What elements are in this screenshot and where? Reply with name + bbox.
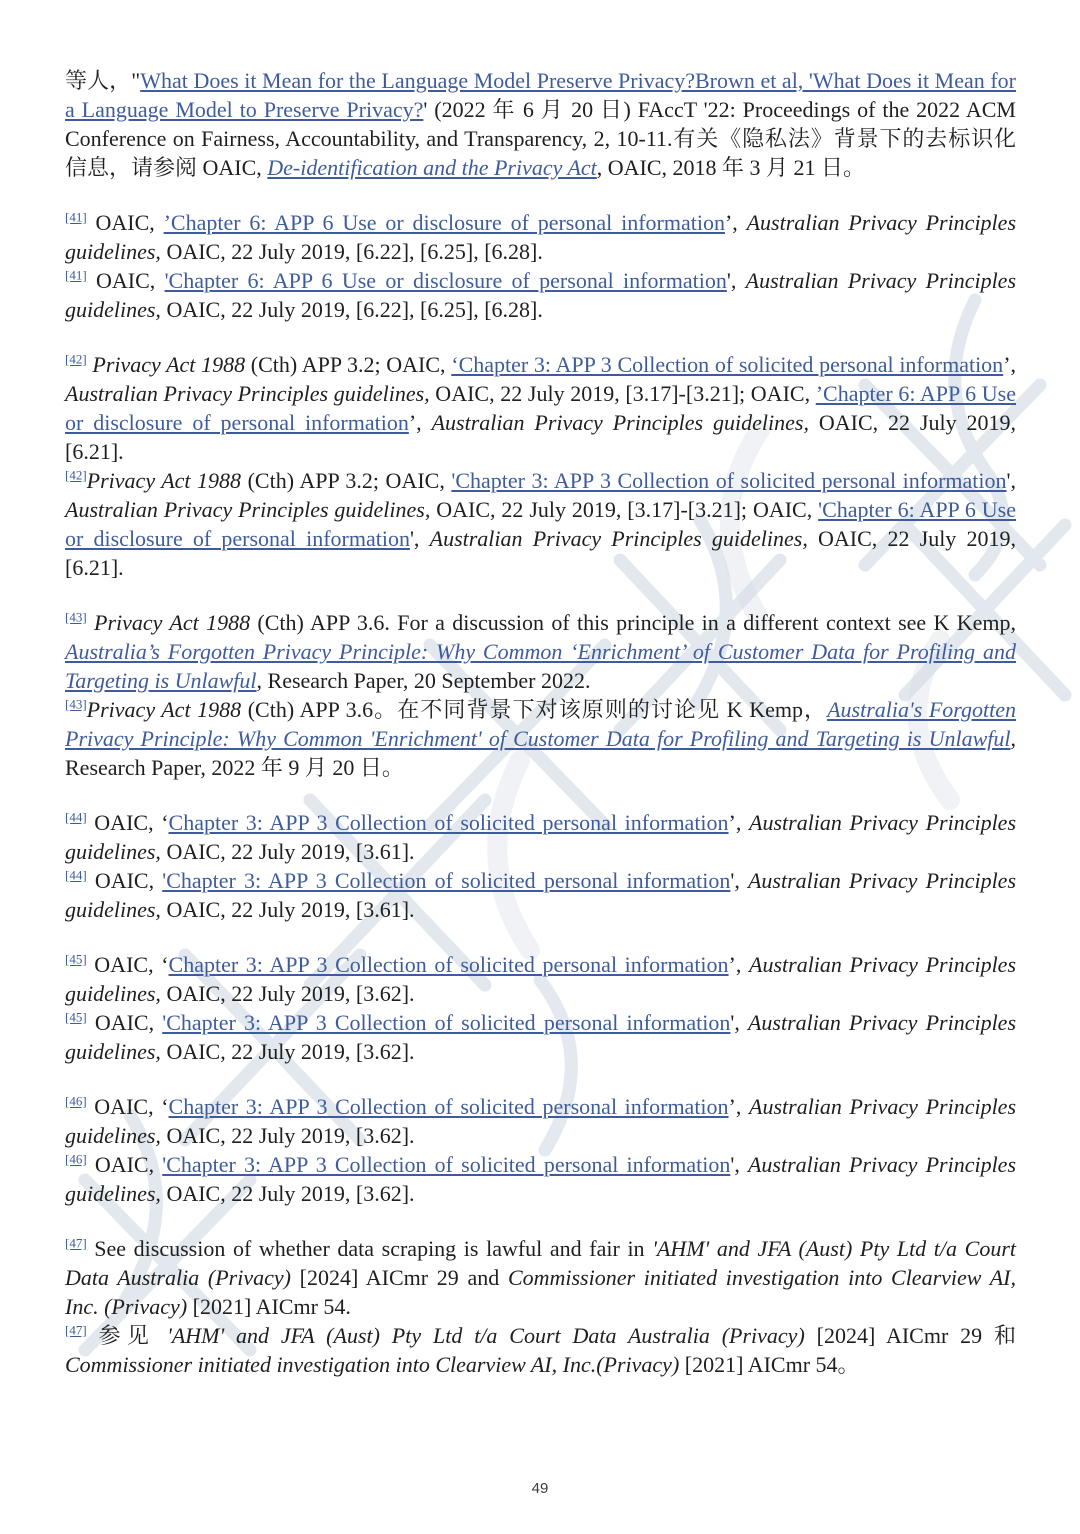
text-run: 参见 <box>86 1323 168 1348</box>
footnote-paragraph <box>65 695 1016 782</box>
italic-text-run: Australian Privacy Principles guidelines, <box>65 1152 1017 1206</box>
text-run: ', <box>726 268 746 293</box>
text-run: OAIC, 22 July 2019, [6.22], [6.25], [6.28]. <box>160 297 543 322</box>
text-run: OAIC, <box>86 1152 163 1177</box>
footnote-anchor[interactable]: [41] <box>65 267 87 283</box>
footnote-anchor[interactable]: [47] <box>65 1322 87 1338</box>
text-run: OAIC, <box>86 268 165 293</box>
footnote-group-41 <box>65 208 1016 324</box>
text-run: OAIC, 22 July 2019, [6.21]. <box>65 526 1016 580</box>
text-run: OAIC, <box>86 210 164 235</box>
text-run: (Cth) APP 3.2; OAIC, <box>245 352 452 377</box>
footnote-paragraph <box>65 266 1016 324</box>
footnote-paragraph <box>65 608 1016 695</box>
citation-link[interactable]: 'Chapter 3: APP 3 Collection of solicited personal information <box>451 468 1007 493</box>
footnote-anchor[interactable]: [43] <box>65 609 87 625</box>
italic-text-run: Australian Privacy Principles guidelines, <box>65 497 431 522</box>
footnote-group-47 <box>65 1234 1016 1379</box>
footnote-paragraph <box>65 208 1016 266</box>
footnote-anchor[interactable]: [45] <box>65 1009 87 1025</box>
footnote-anchor[interactable]: [42] <box>65 351 87 367</box>
footnote-group-46 <box>65 1092 1016 1208</box>
text-run: ', <box>730 1152 748 1177</box>
footnotes <box>65 66 1016 1379</box>
footnote-group-44 <box>65 808 1016 924</box>
text-run: , Research Paper, 20 September 2022. <box>256 668 591 693</box>
text-run: OAIC, <box>86 868 163 893</box>
footnote-anchor[interactable]: [46] <box>65 1151 87 1167</box>
text-run: ’, <box>724 210 747 235</box>
italic-text-run: Australian Privacy Principles guidelines, <box>429 526 808 551</box>
footnote-anchor[interactable]: [42] <box>65 467 87 483</box>
italic-text-run: Privacy Act 1988 <box>92 352 246 377</box>
text-run: (Cth) APP 3.6. For a discussion of this principle in a different context see K Kemp, <box>250 610 1017 635</box>
citation-link[interactable]: Chapter 3: APP 3 Collection of solicited personal information <box>168 1094 729 1119</box>
text-run: OAIC, 22 July 2019, [6.22], [6.25], [6.28]. <box>160 239 543 264</box>
citation-link[interactable]: 'Chapter 6: APP 6 Use or disclosure of personal information <box>164 268 727 293</box>
text-run <box>87 610 94 635</box>
text-run: OAIC, 22 July 2019, [3.62]. <box>160 1123 415 1148</box>
text-run: OAIC, 22 July 2019, [3.61]. <box>160 897 415 922</box>
footnote-paragraph <box>65 866 1016 924</box>
text-run: ’, <box>1003 352 1017 377</box>
citation-link[interactable]: ’Chapter 6: APP 6 Use or disclosure of personal information <box>65 381 1016 435</box>
footnote-anchor[interactable]: [45] <box>65 951 87 967</box>
text-run: OAIC, 22 July 2019, [3.62]. <box>160 1181 415 1206</box>
text-run: ’, <box>408 410 432 435</box>
text-run: ', <box>409 526 430 551</box>
text-run: ’, <box>728 810 750 835</box>
citation-link[interactable]: Australia's Forgotten Privacy Principle: Why Common 'Enrichment' of Customer Data for Profiling and Targeting is Unlawful <box>65 697 1017 751</box>
italic-text-run: 'AHM' and JFA (Aust) Pty Ltd t/a Court Data Australia (Privacy) <box>65 1236 1016 1290</box>
text-run: OAIC, 22 July 2019, [3.62]. <box>160 981 415 1006</box>
footnote-anchor[interactable]: [44] <box>65 867 87 883</box>
citation-link[interactable]: Australia’s Forgotten Privacy Principle: Why Common ‘Enrichment’ of Customer Data for Profiling and Targeting is Unlawful <box>65 639 1016 693</box>
page-number: 49 <box>531 1480 549 1497</box>
italic-text-run: Australian Privacy Principles guidelines, <box>65 868 1017 922</box>
text-run: ', <box>730 1010 748 1035</box>
italic-text-run: Commissioner initiated investigation into Clearview AI, Inc.(Privacy) <box>65 1352 680 1377</box>
footnote-paragraph <box>65 808 1016 866</box>
footnote-group-42 <box>65 350 1016 582</box>
italic-text-run: Privacy Act 1988 <box>86 468 242 493</box>
italic-text-run: Australian Privacy Principles guidelines, <box>431 410 809 435</box>
footnote-paragraph <box>65 1150 1016 1208</box>
text-run: , OAIC, 2018 年 3 月 21 日。 <box>596 155 866 180</box>
citation-link[interactable]: De-identification and the Privacy Act <box>267 155 597 180</box>
footnote-paragraph <box>65 1008 1016 1066</box>
text-run: OAIC, 22 July 2019, [3.62]. <box>160 1039 415 1064</box>
footnote-paragraph <box>65 350 1016 466</box>
text-run: OAIC, 22 July 2019, [3.61]. <box>160 839 415 864</box>
italic-text-run: Australian Privacy Principles guidelines, <box>65 268 1017 322</box>
footnote-anchor[interactable]: [41] <box>65 209 87 225</box>
citation-link[interactable]: 'Chapter 3: APP 3 Collection of solicited personal information <box>162 1152 731 1177</box>
citation-link[interactable]: 'Chapter 3: APP 3 Collection of solicited personal information <box>162 1010 731 1035</box>
text-run: [2021] AICmr 54. <box>187 1294 351 1319</box>
citation-link[interactable]: What Does it Mean for the Language Model Preserve Privacy?Brown et al, 'What Does it Mean for a Language Model to Preserve Privacy? <box>65 68 1016 122</box>
text-run: OAIC, 22 July 2019, [3.17]-[3.21]; OAIC, <box>429 381 816 406</box>
text-run: [2024] AICmr 29 和 <box>804 1323 1016 1348</box>
italic-text-run: Australian Privacy Principles guidelines, <box>65 952 1017 1006</box>
text-run: [2024] AICmr 29 and <box>290 1265 508 1290</box>
citation-link[interactable]: Chapter 3: APP 3 Collection of solicited personal information <box>168 810 729 835</box>
footnote-anchor[interactable]: [44] <box>65 809 87 825</box>
footnote-paragraph <box>65 466 1016 582</box>
text-run: OAIC, 22 July 2019, [6.21]. <box>65 410 1016 464</box>
italic-text-run: Privacy Act 1988 <box>86 697 242 722</box>
text-run: [2021] AICmr 54。 <box>679 1352 860 1377</box>
text-run: (Cth) APP 3.2; OAIC, <box>241 468 452 493</box>
footnote-group-continuation <box>65 66 1016 182</box>
text-run: OAIC, 22 July 2019, [3.17]-[3.21]; OAIC, <box>430 497 819 522</box>
italic-text-run: Australian Privacy Principles guidelines, <box>65 210 1017 264</box>
italic-text-run: Australian Privacy Principles guidelines, <box>65 381 430 406</box>
footnote-group-43 <box>65 608 1016 782</box>
text-run: , Research Paper, 2022 年 9 月 20 日。 <box>65 726 1016 780</box>
footnote-anchor[interactable]: [46] <box>65 1093 87 1109</box>
text-run: See discussion of whether data scraping is lawful and fair in <box>86 1236 653 1261</box>
italic-text-run: 'AHM' and JFA (Aust) Pty Ltd t/a Court Data Australia (Privacy) <box>167 1323 805 1348</box>
text-run: OAIC, ‘ <box>86 810 169 835</box>
citation-link[interactable]: Chapter 3: APP 3 Collection of solicited personal information <box>168 952 729 977</box>
citation-link[interactable]: ‘Chapter 3: APP 3 Collection of solicited personal information <box>451 352 1004 377</box>
text-run: 等人，" <box>65 68 141 93</box>
text-run: ’, <box>728 1094 750 1119</box>
text-run: OAIC, ‘ <box>86 952 169 977</box>
italic-text-run: Australian Privacy Principles guidelines, <box>65 1010 1017 1064</box>
text-run: (Cth) APP 3.6。在不同背景下对该原则的讨论见 K Kemp， <box>241 697 828 722</box>
text-run: ', <box>730 868 748 893</box>
text-run: ’, <box>728 952 750 977</box>
italic-text-run: Commissioner initiated investigation into Clearview AI, Inc. (Privacy) <box>65 1265 1017 1319</box>
footnote-anchor[interactable]: [47] <box>65 1235 87 1251</box>
footnote-paragraph <box>65 66 1016 182</box>
footnote-paragraph <box>65 1092 1016 1150</box>
text-run: OAIC, ‘ <box>86 1094 169 1119</box>
footnote-paragraph <box>65 950 1016 1008</box>
italic-text-run: Australian Privacy Principles guidelines, <box>65 810 1017 864</box>
citation-link[interactable]: 'Chapter 3: APP 3 Collection of solicited personal information <box>162 868 731 893</box>
footnote-paragraph <box>65 1321 1016 1379</box>
italic-text-run: Privacy Act 1988 <box>94 610 251 635</box>
footnote-anchor[interactable]: [43] <box>65 696 87 712</box>
footnote-paragraph <box>65 1234 1016 1321</box>
italic-text-run: Australian Privacy Principles guidelines, <box>65 1094 1017 1148</box>
citation-link[interactable]: ’Chapter 6: APP 6 Use or disclosure of personal information <box>163 210 725 235</box>
text-run: OAIC, <box>86 1010 163 1035</box>
text-run: ', <box>1006 468 1017 493</box>
footnote-group-45 <box>65 950 1016 1066</box>
citation-link[interactable]: 'Chapter 6: APP 6 Use or disclosure of personal information <box>65 497 1016 551</box>
text-run: ' (2022 年 6 月 20 日) FAccT '22: Proceedings of the 2022 ACM Conference on Fairness, Accountability, and Transparency, 2, 10-11.有关《隐私法》背景下的去标识化信息，请参阅 OAIC, <box>65 97 1016 180</box>
